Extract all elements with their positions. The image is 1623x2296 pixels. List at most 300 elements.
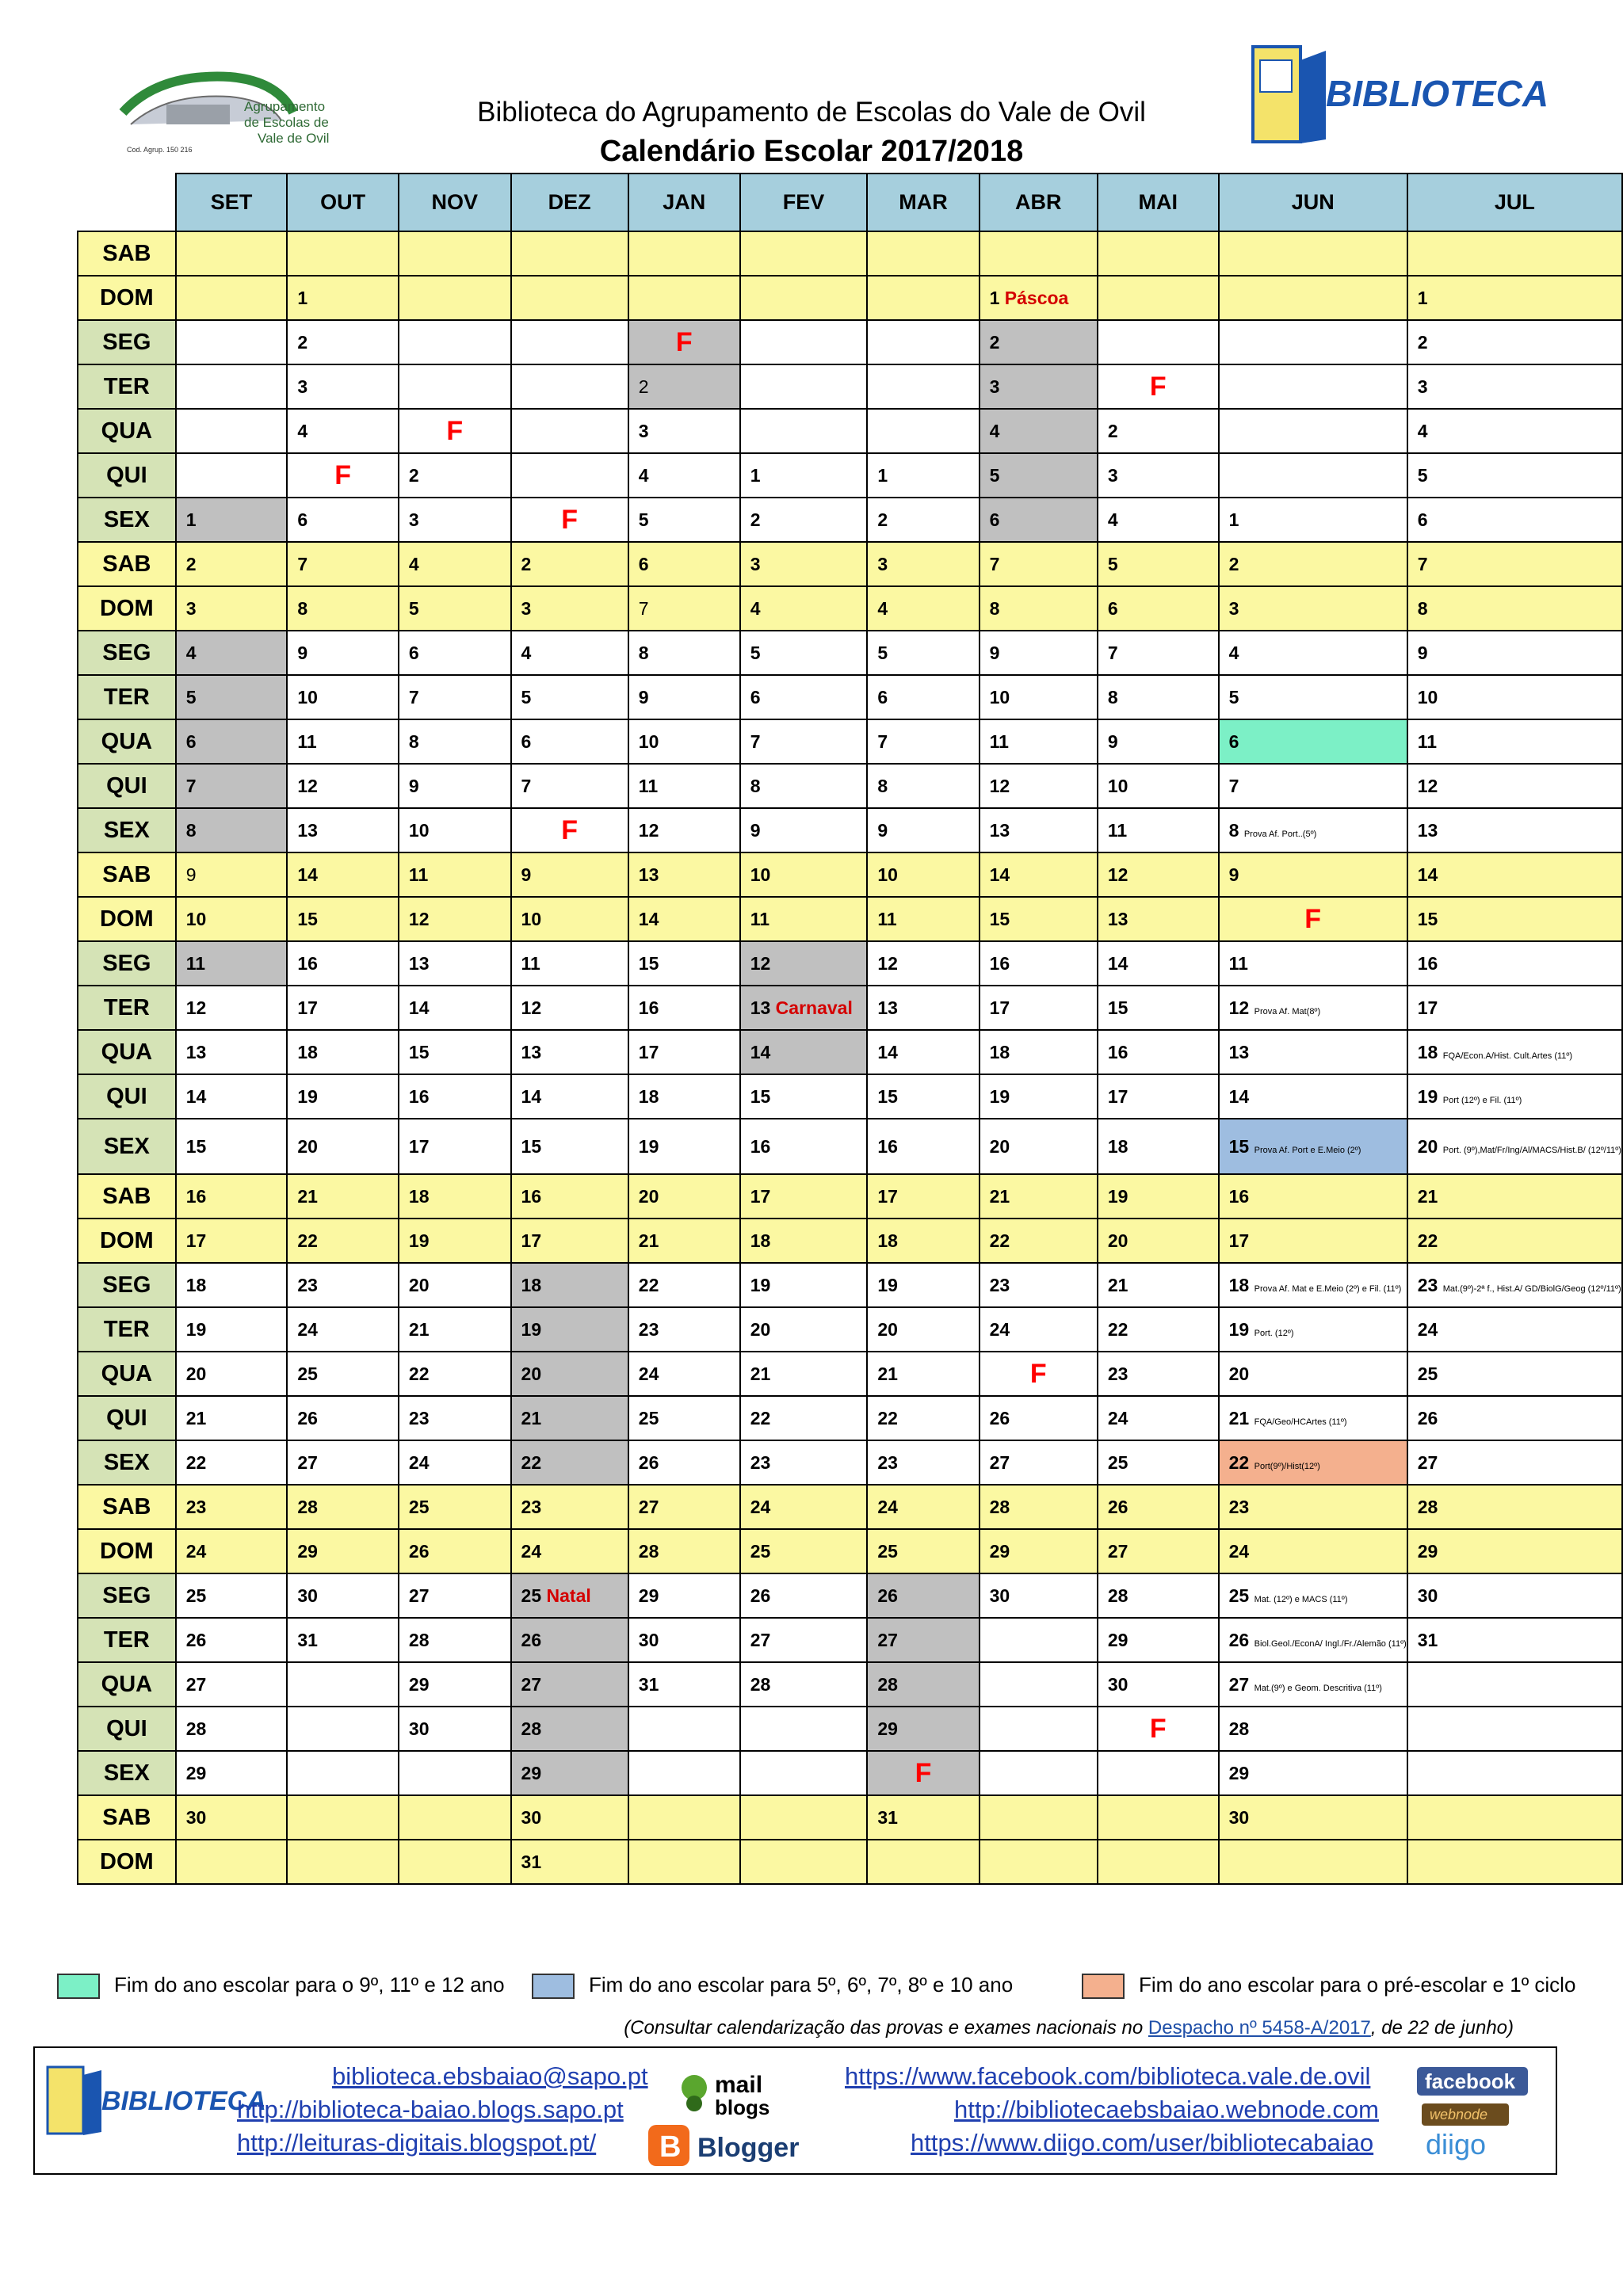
calendar-cell: [1219, 986, 1407, 1030]
email-link[interactable]: biblioteca.ebsbaiao@sapo.pt: [332, 2062, 648, 2090]
calendar-cell: [511, 1662, 628, 1707]
calendar-cell: [867, 1219, 979, 1263]
calendar-cell: [287, 1795, 399, 1840]
calendar-cell: [740, 276, 868, 320]
calendar-cell: [511, 1840, 628, 1884]
day-number: 27: [1228, 1673, 1250, 1695]
calendar-cell: [740, 364, 868, 409]
month-header-jul: JUL: [1407, 174, 1622, 231]
calendar-cell: [740, 1618, 868, 1662]
day-number: 9: [521, 864, 532, 885]
day-number: 26: [750, 1585, 771, 1606]
day-number: 11: [1107, 819, 1128, 841]
calendar-cell: [740, 586, 868, 631]
calendar-row: [78, 542, 1622, 586]
calendar-cell: [1098, 1396, 1219, 1440]
month-header-abr: ABR: [980, 174, 1098, 231]
month-header-mai: MAI: [1098, 174, 1219, 231]
calendar-cell: [1219, 1352, 1407, 1396]
calendar-cell: [287, 631, 399, 675]
day-number: 8: [1107, 686, 1118, 707]
calendar-cell: [980, 1707, 1098, 1751]
calendar-cell: [1098, 1707, 1219, 1751]
day-number: 30: [521, 1806, 542, 1828]
day-number: 13: [1107, 908, 1128, 929]
legend-swatch: [532, 1974, 575, 1999]
day-number: 28: [1107, 1585, 1128, 1606]
day-number: 17: [1417, 997, 1438, 1018]
calendar-cell: [399, 764, 511, 808]
svg-text:Vale de Ovil: Vale de Ovil: [258, 131, 330, 146]
calendar-cell: [740, 1795, 868, 1840]
day-number: 20: [877, 1318, 898, 1340]
day-number: 4: [408, 553, 419, 574]
day-number: 2: [750, 509, 761, 530]
calendar-table: [77, 173, 1623, 1885]
calendar-cell: [287, 852, 399, 897]
calendar-cell: [176, 719, 288, 764]
event-label: Natal: [546, 1585, 591, 1606]
weekday-label: DOM: [78, 586, 176, 631]
sapo-blog-link[interactable]: http://biblioteca-baiao.blogs.sapo.pt: [237, 2096, 624, 2123]
calendar-cell: [867, 986, 979, 1030]
day-number: 8: [408, 730, 419, 752]
month-header-set: SET: [176, 174, 288, 231]
calendar-row: [78, 897, 1622, 941]
day-number: 25: [297, 1363, 318, 1384]
weekday-label: QUI: [78, 764, 176, 808]
day-number: 17: [1228, 1230, 1250, 1251]
calendar-cell: [980, 498, 1098, 542]
calendar-cell: [980, 1074, 1098, 1119]
calendar-cell: [511, 1030, 628, 1074]
calendar-cell: [628, 1074, 740, 1119]
svg-text:B: B: [659, 2130, 682, 2164]
day-number: 26: [638, 1451, 659, 1473]
day-number: 12: [521, 997, 542, 1018]
day-number: 28: [750, 1673, 771, 1695]
calendar-cell: [628, 675, 740, 719]
day-number: 7: [877, 730, 888, 752]
day-number: 14: [1107, 952, 1128, 974]
calendar-cell: [1407, 1119, 1622, 1174]
calendar-row: [78, 764, 1622, 808]
day-number: 3: [408, 509, 419, 530]
calendar-cell: [287, 1840, 399, 1884]
day-number: 7: [1107, 642, 1118, 663]
calendar-cell: [1098, 1174, 1219, 1219]
calendar-cell: [867, 897, 979, 941]
calendar-cell: [867, 1174, 979, 1219]
day-number: 16: [1417, 952, 1438, 974]
day-number: 20: [297, 1135, 318, 1157]
day-number: 15: [1107, 997, 1128, 1018]
day-number: 19: [521, 1318, 542, 1340]
calendar-cell: [628, 276, 740, 320]
weekday-label: SAB: [78, 542, 176, 586]
day-number: 8: [1228, 819, 1239, 841]
calendar-cell: [628, 1751, 740, 1795]
day-number: 22: [1107, 1318, 1128, 1340]
legend-swatch: [1082, 1974, 1125, 1999]
calendar-cell: [176, 364, 288, 409]
day-number: 20: [1228, 1363, 1250, 1384]
day-number: 20: [1107, 1230, 1128, 1251]
day-number: 17: [989, 997, 1010, 1018]
calendar-cell: [399, 1263, 511, 1307]
calendar-row: [78, 231, 1622, 276]
day-number: 18: [750, 1230, 771, 1251]
calendar-cell: [176, 1074, 288, 1119]
day-number: 9: [1228, 864, 1239, 885]
calendar-cell: [1407, 320, 1622, 364]
calendar-row: [78, 1307, 1622, 1352]
calendar-cell: [980, 1751, 1098, 1795]
calendar-cell: [176, 1618, 288, 1662]
exam-note: FQA/Geo/HCArtes (11º): [1254, 1417, 1347, 1427]
calendar-cell: [980, 409, 1098, 453]
weekday-label: QUI: [78, 1074, 176, 1119]
day-number: 17: [638, 1041, 659, 1062]
calendar-cell: [287, 1263, 399, 1307]
calendar-cell: [740, 986, 868, 1030]
calendar-cell: [740, 320, 868, 364]
day-number: 28: [297, 1496, 318, 1517]
calendar-cell: [287, 1030, 399, 1074]
day-number: 28: [521, 1718, 542, 1739]
calendar-cell: [740, 1396, 868, 1440]
month-header-jan: JAN: [628, 174, 740, 231]
calendar-cell: [1407, 1263, 1622, 1307]
calendar-cell: [399, 1030, 511, 1074]
day-number: 28: [1228, 1718, 1250, 1739]
day-number: 14: [750, 1041, 771, 1062]
calendar-cell: [867, 941, 979, 986]
calendar-cell: [628, 498, 740, 542]
calendar-cell: [1098, 1440, 1219, 1485]
calendar-cell: [867, 1030, 979, 1074]
calendar-cell: [287, 1751, 399, 1795]
calendar-row: [78, 1030, 1622, 1074]
facebook-icon: [1417, 2067, 1528, 2096]
calendar-cell: [1098, 986, 1219, 1030]
calendar-cell: [1407, 631, 1622, 675]
calendar-row: [78, 1352, 1622, 1396]
day-number: 24: [185, 1540, 207, 1562]
calendar-cell: [399, 586, 511, 631]
calendar-cell: [628, 1219, 740, 1263]
day-number: 20: [408, 1274, 430, 1295]
day-number: 3: [297, 376, 308, 397]
day-number: 21: [638, 1230, 659, 1251]
blogspot-link[interactable]: http://leituras-digitais.blogspot.pt/: [237, 2129, 597, 2157]
calendar-cell: [1407, 719, 1622, 764]
calendar-cell: [867, 586, 979, 631]
legend-label: Fim do ano escolar para o 9º, 11º e 12 ano: [114, 1973, 505, 1997]
calendar-cell: [980, 1307, 1098, 1352]
consult-note: [0, 2017, 1514, 2039]
day-number: 22: [297, 1230, 318, 1251]
day-number: 18: [185, 1274, 207, 1295]
calendar-cell: [628, 1307, 740, 1352]
calendar-cell: [628, 453, 740, 498]
calendar-cell: [287, 1662, 399, 1707]
calendar-cell: [628, 542, 740, 586]
calendar-cell: [176, 453, 288, 498]
day-number: 17: [877, 1185, 898, 1207]
day-number: 13: [408, 952, 430, 974]
calendar-cell: [399, 364, 511, 409]
day-number: 3: [185, 597, 197, 619]
day-number: 8: [1417, 597, 1428, 619]
calendar-row: [78, 1751, 1622, 1795]
page-subtitle: Calendário Escolar 2017/2018: [599, 135, 1024, 168]
calendar-cell: [287, 675, 399, 719]
calendar-cell: [1098, 409, 1219, 453]
day-number: 28: [989, 1496, 1010, 1517]
day-number: 15: [185, 1135, 207, 1157]
day-number: 29: [1228, 1762, 1250, 1783]
calendar-cell: [1219, 453, 1407, 498]
weekday-label: SEX: [78, 1751, 176, 1795]
calendar-cell: [1098, 1219, 1219, 1263]
day-number: 25: [521, 1585, 542, 1606]
weekday-label: DOM: [78, 276, 176, 320]
day-number: 13: [1228, 1041, 1250, 1062]
calendar-cell: [628, 1662, 740, 1707]
calendar-cell: [511, 320, 628, 364]
calendar-cell: [980, 1485, 1098, 1529]
day-number: 3: [1107, 464, 1118, 486]
day-number: 14: [1417, 864, 1438, 885]
calendar-cell: [980, 1529, 1098, 1573]
calendar-cell: [287, 1174, 399, 1219]
exam-note: Prova Af. Mat(8º): [1254, 1006, 1321, 1016]
calendar-cell: [1407, 1440, 1622, 1485]
calendar-cell: [1219, 498, 1407, 542]
weekday-label: QUI: [78, 1396, 176, 1440]
calendar-cell: [628, 1529, 740, 1573]
webnode-link[interactable]: http://bibliotecaebsbaiao.webnode.com: [954, 2096, 1379, 2123]
calendar-cell: [740, 941, 868, 986]
calendar-cell: [628, 719, 740, 764]
calendar-cell: [1407, 1707, 1622, 1751]
day-number: 31: [877, 1806, 898, 1828]
day-number: 12: [1417, 775, 1438, 796]
calendar-cell: [628, 986, 740, 1030]
calendar-cell: [867, 542, 979, 586]
weekday-label: QUA: [78, 409, 176, 453]
day-number: 18: [1107, 1135, 1128, 1157]
day-number: 28: [1417, 1496, 1438, 1517]
calendar-cell: [740, 852, 868, 897]
day-number: 6: [750, 686, 761, 707]
day-number: 9: [297, 642, 308, 663]
holiday-mark: F: [915, 1757, 932, 1788]
day-number: 4: [1107, 509, 1118, 530]
exam-note: Prova Af. Mat e E.Meio (2º) e Fil. (11º): [1254, 1283, 1402, 1294]
calendar-cell: [740, 1219, 868, 1263]
calendar-row: [78, 1707, 1622, 1751]
calendar-cell: [980, 1795, 1098, 1840]
day-number: 10: [185, 908, 207, 929]
day-number: 7: [750, 730, 761, 752]
day-number: 5: [989, 464, 1000, 486]
day-number: 9: [877, 819, 888, 841]
day-number: 6: [408, 642, 419, 663]
calendar-cell: [1407, 1396, 1622, 1440]
day-number: 20: [1417, 1135, 1438, 1157]
day-number: 29: [297, 1540, 318, 1562]
calendar-cell: [1098, 1795, 1219, 1840]
weekday-label: SAB: [78, 852, 176, 897]
svg-text:blogs: blogs: [715, 2096, 770, 2119]
exam-note: Prova Af. Port..(5º): [1243, 829, 1317, 839]
calendar-row: [78, 1174, 1622, 1219]
calendar-cell: [628, 1263, 740, 1307]
day-number: 7: [521, 775, 532, 796]
calendar-cell: [176, 1573, 288, 1618]
day-number: 25: [408, 1496, 430, 1517]
day-number: 20: [521, 1363, 542, 1384]
day-number: 13: [750, 997, 771, 1018]
calendar-cell: [980, 231, 1098, 276]
calendar-cell: [287, 1529, 399, 1573]
legend-item-blue: [532, 1973, 1013, 2001]
calendar-cell: [176, 1840, 288, 1884]
day-number: 4: [297, 420, 308, 441]
holiday-mark: F: [561, 814, 579, 845]
day-number: 30: [989, 1585, 1010, 1606]
day-number: 5: [1417, 464, 1428, 486]
calendar-cell: [1407, 364, 1622, 409]
calendar-row: [78, 1440, 1622, 1485]
calendar-cell: [1219, 1529, 1407, 1573]
despacho-link[interactable]: Despacho nº 5458-A/2017: [1148, 2017, 1371, 2039]
svg-text:facebook: facebook: [1425, 2069, 1516, 2093]
calendar-cell: [1219, 364, 1407, 409]
day-number: 7: [989, 553, 1000, 574]
day-number: 30: [297, 1585, 318, 1606]
exam-note: Prova Af. Port e E.Meio (2º): [1254, 1145, 1361, 1155]
calendar-cell: [1407, 1219, 1622, 1263]
calendar-cell: [399, 1440, 511, 1485]
day-number: 24: [1107, 1407, 1128, 1428]
calendar-cell: [740, 1440, 868, 1485]
calendar-cell: [1098, 852, 1219, 897]
calendar-cell: [740, 1662, 868, 1707]
calendar-cell: [399, 852, 511, 897]
day-number: 27: [297, 1451, 318, 1473]
day-number: 27: [989, 1451, 1010, 1473]
day-number: 25: [1107, 1451, 1128, 1473]
day-number: 2: [297, 331, 308, 353]
calendar-cell: [867, 231, 979, 276]
calendar-cell: [1407, 1662, 1622, 1707]
calendar-cell: [867, 1396, 979, 1440]
facebook-link[interactable]: https://www.facebook.com/biblioteca.vale.de.ovil: [845, 2062, 1371, 2090]
day-number: 15: [297, 908, 318, 929]
calendar-cell: [176, 1707, 288, 1751]
calendar-cell: [1219, 808, 1407, 852]
calendar-cell: [287, 1440, 399, 1485]
calendar-cell: [176, 498, 288, 542]
calendar-cell: [1407, 852, 1622, 897]
day-number: 5: [408, 597, 419, 619]
calendar-row: [78, 941, 1622, 986]
calendar-cell: [511, 453, 628, 498]
calendar-cell: [740, 498, 868, 542]
calendar-cell: [867, 364, 979, 409]
day-number: 21: [1417, 1185, 1438, 1207]
month-header-dez: DEZ: [511, 174, 628, 231]
calendar-cell: [867, 498, 979, 542]
day-number: 13: [877, 997, 898, 1018]
exam-note: FQA/Econ.A/Hist. Cult.Artes (11º): [1442, 1051, 1573, 1061]
day-number: 12: [989, 775, 1010, 796]
calendar-cell: [1098, 808, 1219, 852]
calendar-cell: [867, 320, 979, 364]
day-number: 13: [185, 1041, 207, 1062]
day-number: 22: [638, 1274, 659, 1295]
calendar-cell: [740, 719, 868, 764]
month-header-row: [78, 174, 1622, 231]
calendar-cell: [1407, 1840, 1622, 1884]
calendar-cell: [176, 852, 288, 897]
calendar-cell: [628, 1485, 740, 1529]
calendar-cell: [399, 498, 511, 542]
day-number: 3: [989, 376, 1000, 397]
day-number: 7: [1417, 553, 1428, 574]
calendar-cell: [176, 320, 288, 364]
calendar-cell: [980, 1174, 1098, 1219]
calendar-cell: [1219, 276, 1407, 320]
day-number: 4: [1228, 642, 1239, 663]
calendar-cell: [1407, 1573, 1622, 1618]
day-number: 11: [1228, 952, 1248, 974]
day-number: 14: [185, 1085, 207, 1107]
day-number: 18: [297, 1041, 318, 1062]
day-number: 26: [1228, 1629, 1250, 1650]
weekday-label: QUA: [78, 1030, 176, 1074]
diigo-icon: [1422, 2127, 1501, 2162]
day-number: 7: [185, 775, 197, 796]
calendar-cell: [287, 320, 399, 364]
weekday-label: SAB: [78, 1485, 176, 1529]
exam-note: Mat.(9º)-2ª f., Hist.A/ GD/BiolG/Geog (12º/11º): [1442, 1283, 1621, 1294]
day-number: 17: [408, 1135, 430, 1157]
day-number: 18: [1228, 1274, 1250, 1295]
day-number: 24: [750, 1496, 771, 1517]
day-number: 28: [877, 1673, 898, 1695]
day-number: 17: [297, 997, 318, 1018]
svg-text:BIBLIOTECA: BIBLIOTECA: [101, 2086, 266, 2116]
day-number: 7: [408, 686, 419, 707]
day-number: 15: [408, 1041, 430, 1062]
sapo-mail-blogs-icon: [677, 2070, 796, 2118]
calendar-cell: [867, 1529, 979, 1573]
calendar-cell: [628, 1618, 740, 1662]
day-number: 4: [521, 642, 532, 663]
diigo-link[interactable]: https://www.diigo.com/user/bibliotecabaiao: [911, 2129, 1374, 2157]
calendar-cell: [511, 675, 628, 719]
calendar-cell: [511, 1074, 628, 1119]
calendar-cell: [628, 1030, 740, 1074]
calendar-row: [78, 808, 1622, 852]
day-number: 25: [1228, 1585, 1250, 1606]
day-number: 18: [521, 1274, 542, 1295]
day-number: 4: [750, 597, 761, 619]
